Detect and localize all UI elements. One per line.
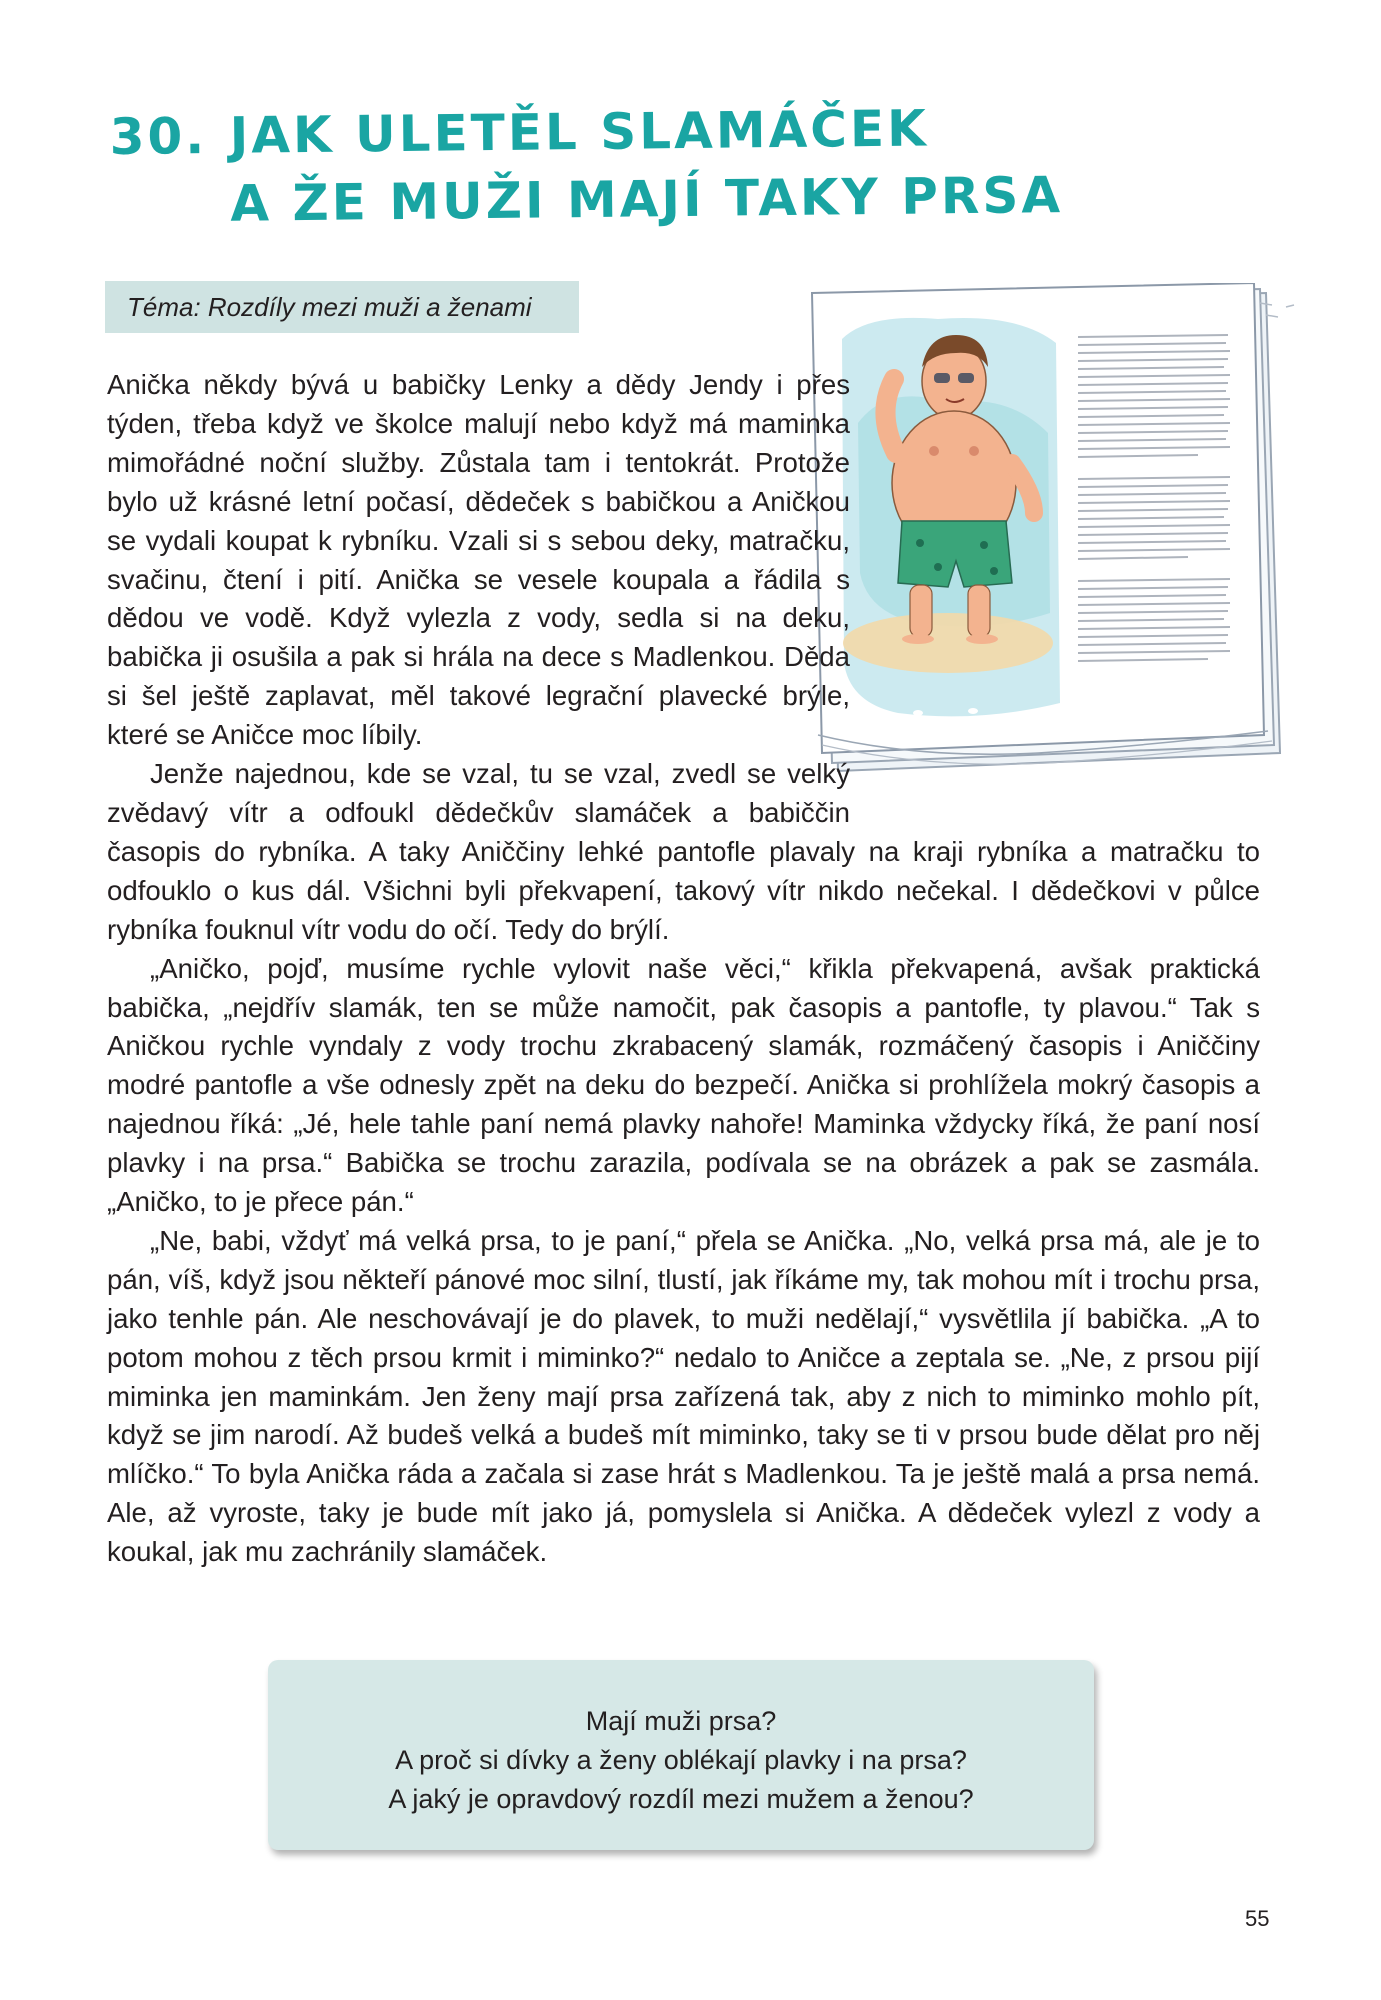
story-paragraph: Jenže najednou, kde se vzal, tu se vzal, zvedl se velký zvědavý vítr a odfoukl dědečkův slamáček a babiččin časopis do rybníka. A taky Aniččiny lehké pantofle plavaly na kraji rybníka a matračku to odfouklo o kus dál. Všichni byli překvapení, takový vítr nikdo nečekal. I dědečkovi v půlce rybníka fouknul vítr vodu do očí. Tedy do brýlí. [107, 758, 1260, 945]
story-paragraph: Anička někdy bývá u babičky Lenky a dědy Jendy i přes týden, třeba když ve školce malují nebo když má maminka mimořádné noční služby. Zůstala tam i tentokrát. Protože bylo už krásné letní počasí, dědeček s babičkou a Aničkou se vydali koupat k rybníku. Vzali si s sebou deky, matračku, svačinu, čtení i pití. Anička se vesele koupala a řádila s dědou ve vodě. Když vylezla z vody, sedla si na deku, babička ji osušila a pak si hrála na dece s Madlenkou. Děda si šel ještě zaplavat, měl takové legrační plavecké brýle, které se Aničce moc líbily. [107, 369, 850, 751]
discussion-questions-box [268, 1660, 1094, 1850]
question-3: A jaký je opravdový rozdíl mezi mužem a ženou? [388, 1784, 974, 1814]
story-text [107, 366, 1260, 1572]
illustration-spacer [850, 366, 1260, 824]
chapter-number: 30. [109, 106, 208, 166]
question-2: A proč si dívky a ženy oblékají plavky i na prsa? [395, 1745, 967, 1775]
chapter-title [109, 93, 1063, 239]
chapter-title-line-2: A ŽE MUŽI MAJÍ TAKY PRSA [230, 166, 1064, 233]
page-number: 55 [1245, 1906, 1270, 1931]
story-paragraph: „Ne, babi, vždyť má velká prsa, to je paní,“ přela se Anička. „No, velká prsa má, ale je to pán, víš, když jsou někteří pánové moc silní, tlustí, jak říkáme my, tak mohou mít i trochu prsa, jako tenhle pán. Ale neschovávají je do plavek, to muži nedělají,“ vysvětlila jí babička. „A to potom mohou z těch prsou krmit i miminko?“ nedalo to Aničce a zeptala se. „Ne, z prsou pijí miminka jen maminkám. Jen ženy mají prsa zařízená tak, aby z nich to miminko mohlo pít, když se jim narodí. Až budeš velká a budeš mít miminko, taky se ti v prsou bude dělat pro něj mlíčko.“ To byla Anička ráda a začala si zase hrát s Madlenkou. Ta je ještě malá a prsa nemá. Ale, až vyroste, taky je bude mít jako já, pomyslela si Anička. A dědeček vylezl z vody a koukal, jak mu zachránily slamáček. [107, 1224, 1260, 1568]
question-1: Mají muži prsa? [585, 1706, 777, 1736]
story-paragraph: „Aničko, pojď, musíme rychle vylovit naše věci,“ křikla překvapená, avšak praktická babička, „nejdřív slamák, ten se může namočit, pak časopis a pantofle, ty plavou.“ Tak s Aničkou rychle vyndaly z vody trochu zkrabacený slamák, rozmáčený časopis i Aniččiny modré pantofle a vše odnesly zpět na deku do bezpečí. Anička si prohlížela mokrý časopis a najednou říká: „Jé, hele tahle paní nemá plavky nahoře! Maminka vždycky říká, že paní nosí plavky i na prsa.“ Babička se trochu zarazila, podívala se na obrázek a pak se zasmála. „Aničko, to je přece pán.“ [107, 952, 1260, 1218]
topic-label: Téma: Rozdíly mezi muži a ženami [105, 281, 579, 333]
chapter-title-line-1: JAK ULETĚL SLAMÁČEK [229, 99, 930, 165]
